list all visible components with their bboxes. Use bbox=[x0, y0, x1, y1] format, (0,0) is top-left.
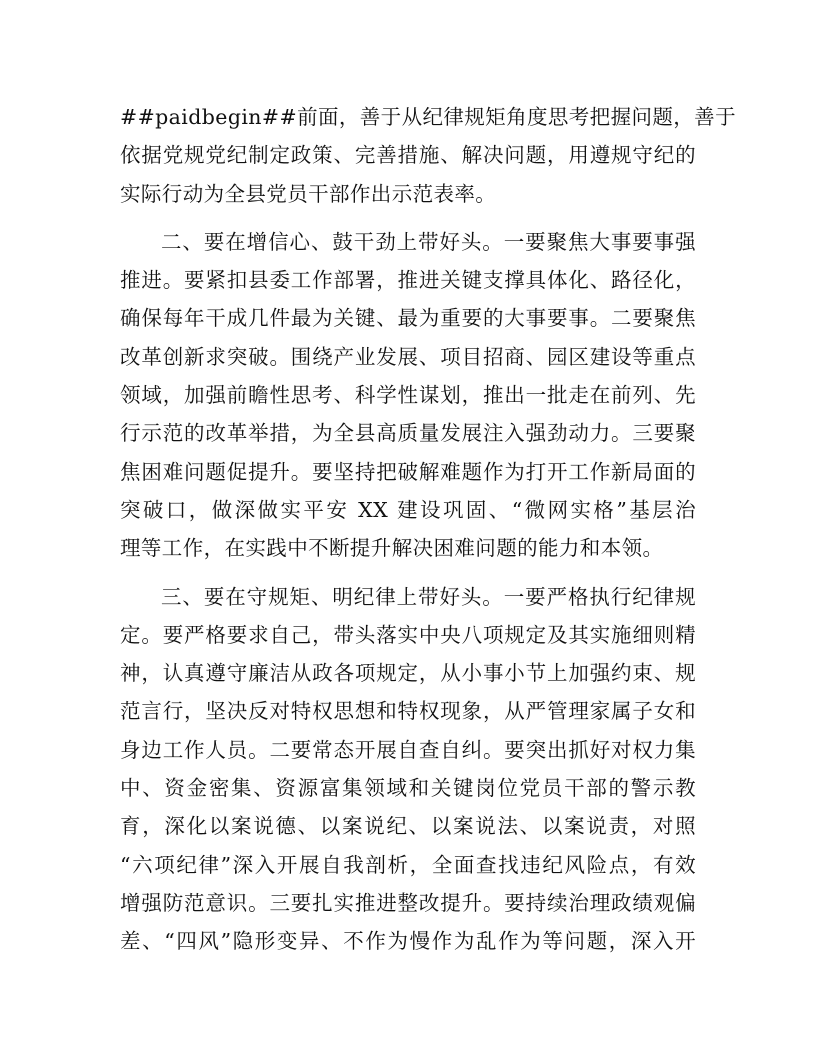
text-line: 改革创新求突破。围绕产业发展、项目招商、园区建设等重点 bbox=[120, 344, 696, 369]
text-line: 差、“四风”隐形变异、不作为慢作为乱作为等问题，深入开 bbox=[120, 929, 696, 954]
document-page bbox=[120, 98, 736, 971]
text-line: 实际行动为全县党员干部作出示范表率。 bbox=[120, 181, 497, 206]
text-line: 推进。要紧扣县委工作部署，推进关键支撑具体化、路径化， bbox=[120, 268, 696, 293]
text-line: 定。要严格要求自己，带头落实中央八项规定及其实施细则精 bbox=[120, 622, 696, 647]
text-line: 二、要在增信心、鼓干劲上带好头。一要聚焦大事要事强 bbox=[161, 229, 696, 254]
text-line: 增强防范意识。三要扎实推进整改提升。要持续治理政绩观偏 bbox=[120, 890, 696, 915]
text-line: 中、资金密集、资源富集领域和关键岗位党员干部的警示教 bbox=[120, 776, 696, 801]
paragraph-3 bbox=[120, 578, 696, 961]
text-line: 范言行，坚决反对特权思想和特权现象，从严管理家属子女和 bbox=[120, 699, 696, 724]
text-line: 理等工作，在实践中不断提升解决困难问题的能力和本领。 bbox=[120, 536, 664, 561]
text-line: 神，认真遵守廉洁从政各项规定，从小事小节上加强约束、规 bbox=[120, 661, 696, 686]
text-line: 突破口，做深做实平安 XX 建设巩固、“微网实格”基层治 bbox=[120, 497, 696, 522]
text-line: “六项纪律”深入开展自我剖析，全面查找违纪风险点，有效 bbox=[120, 852, 696, 877]
paragraph-1 bbox=[120, 98, 736, 213]
text-line: 焦困难问题促提升。要坚持把破解难题作为打开工作新局面的 bbox=[120, 459, 696, 484]
text-line: 确保每年干成几件最为关键、最为重要的大事要事。二要聚焦 bbox=[120, 306, 696, 331]
text-line: 领域，加强前瞻性思考、科学性谋划，推出一批走在前列、先 bbox=[120, 383, 696, 408]
text-line: ##paidbegin##前面，善于从纪律规矩角度思考把握问题，善于 bbox=[120, 105, 736, 129]
text-line: 依据党规党纪制定政策、完善措施、解决问题，用遵规守纪的 bbox=[120, 143, 696, 168]
paragraph-2 bbox=[120, 223, 696, 568]
text-line: 身边工作人员。二要常态开展自查自纠。要突出抓好对权力集 bbox=[120, 737, 696, 762]
text-line: 行示范的改革举措，为全县高质量发展注入强劲动力。三要聚 bbox=[120, 421, 696, 446]
text-line: 三、要在守规矩、明纪律上带好头。一要严格执行纪律规 bbox=[161, 584, 696, 609]
text-line: 育，深化以案说德、以案说纪、以案说法、以案说责，对照 bbox=[120, 814, 696, 839]
